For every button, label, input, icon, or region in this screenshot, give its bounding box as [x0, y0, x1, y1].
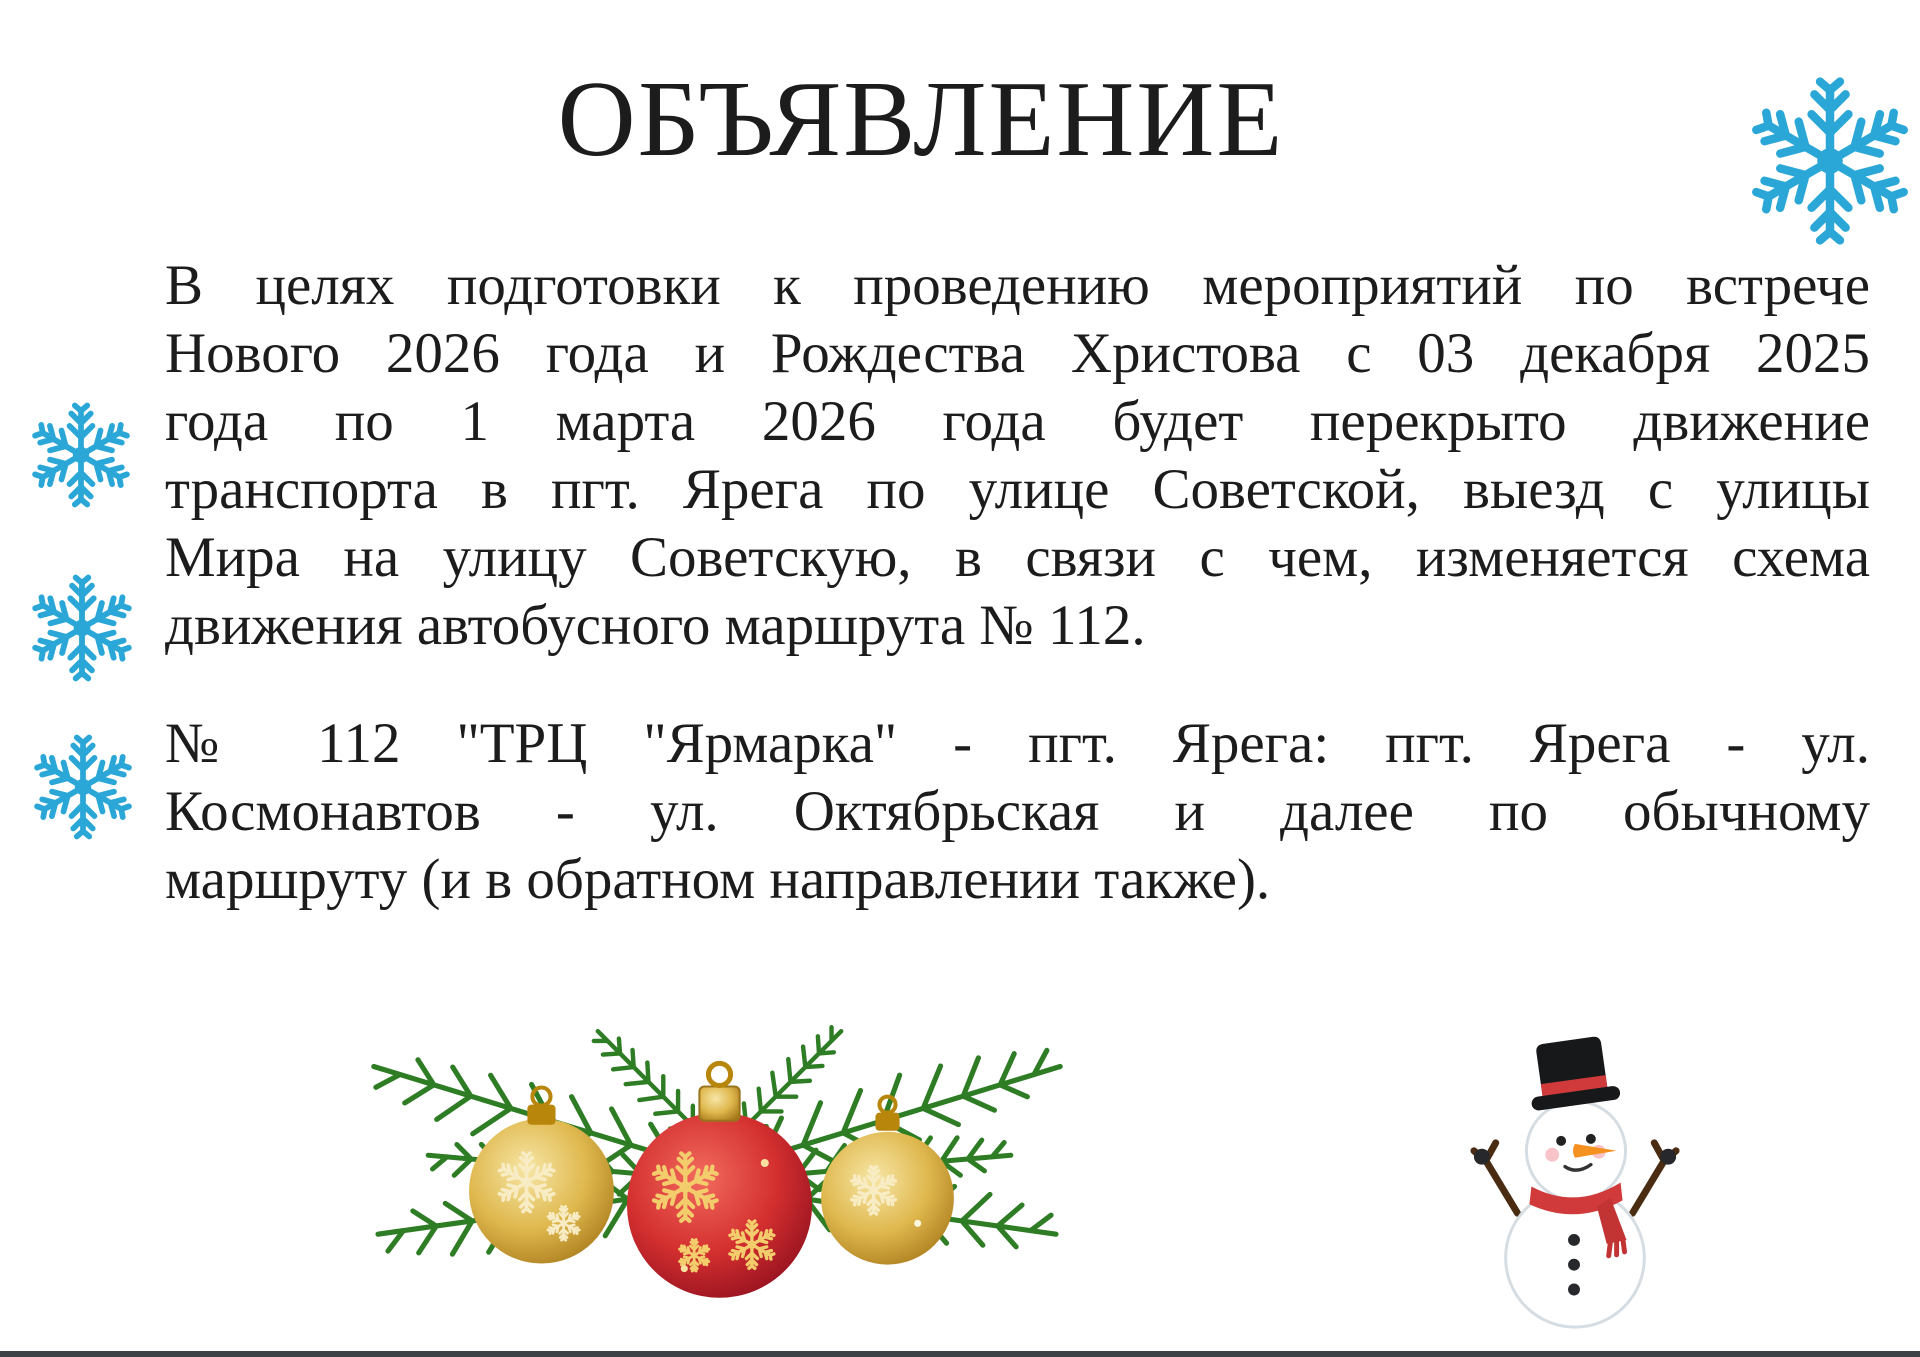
- snowman-image: [1466, 1028, 1684, 1334]
- announcement-body: [165, 252, 1870, 964]
- text-line: года по 1 марта 2026 года будет перекрыто движение: [165, 390, 1870, 453]
- snowflake-icon: [28, 402, 134, 508]
- announcement-paragraph-2: [165, 710, 1870, 914]
- snowflake-icon: [28, 574, 136, 682]
- snowflake-icon: [30, 734, 136, 840]
- text-line: № 112 "ТРЦ "Ярмарка" - пгт. Ярега: пгт. Ярега - ул.: [165, 712, 1870, 775]
- text-line: Мира на улицу Советскую, в связи с чем, изменяется схема: [165, 526, 1870, 589]
- text-line: транспорта в пгт. Ярега по улице Советской, выезд с улицы: [165, 458, 1870, 521]
- text-line: движения автобусного маршрута № 112.: [165, 594, 1146, 657]
- text-line: Нового 2026 года и Рождества Христова с 03 декабря 2025: [165, 322, 1870, 385]
- top-hat: [1524, 1034, 1621, 1111]
- text-line: В целях подготовки к проведению мероприятий по встрече: [165, 254, 1870, 317]
- snowflake-icon: [1745, 76, 1915, 246]
- red-bauble: [627, 1113, 812, 1298]
- christmas-ornaments-image: [292, 1022, 1142, 1314]
- page-bottom-edge: [0, 1351, 1920, 1357]
- announcement-paragraph-1: [165, 252, 1870, 660]
- text-line: маршруту (и в обратном направлении также).: [165, 848, 1271, 911]
- page-title: ОБЪЯВЛЕНИЕ: [557, 60, 1285, 179]
- text-line: Космонавтов - ул. Октябрьская и далее по обычному: [165, 780, 1870, 843]
